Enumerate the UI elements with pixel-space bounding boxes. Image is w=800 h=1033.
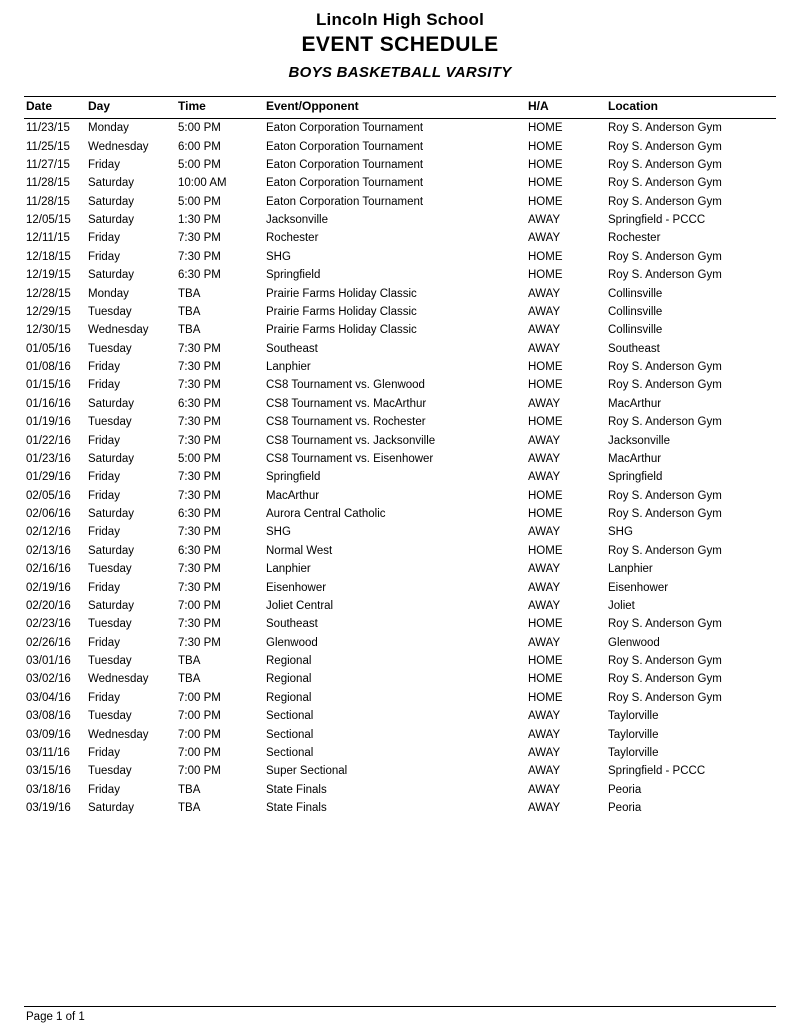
- cell-date: 01/05/16: [26, 342, 71, 355]
- cell-location: Lanphier: [608, 563, 653, 576]
- cell-day: Saturday: [88, 452, 135, 465]
- cell-time: 10:00 AM: [178, 177, 227, 190]
- cell-time: TBA: [178, 783, 201, 796]
- cell-location: Roy S. Anderson Gym: [608, 489, 722, 502]
- table-row: [24, 762, 776, 780]
- table-row: [24, 450, 776, 468]
- cell-time: 7:30 PM: [178, 379, 221, 392]
- table-row: [24, 542, 776, 560]
- cell-event: Prairie Farms Holiday Classic: [266, 324, 417, 337]
- cell-day: Friday: [88, 250, 120, 263]
- cell-day: Friday: [88, 232, 120, 245]
- cell-ha: AWAY: [528, 728, 561, 741]
- cell-time: 6:30 PM: [178, 269, 221, 282]
- cell-event: Lanphier: [266, 563, 311, 576]
- cell-location: Roy S. Anderson Gym: [608, 140, 722, 153]
- cell-location: Roy S. Anderson Gym: [608, 508, 722, 521]
- table-row: [24, 211, 776, 229]
- schedule-table-wrapper: [24, 96, 776, 817]
- cell-location: Roy S. Anderson Gym: [608, 195, 722, 208]
- table-row: [24, 652, 776, 670]
- cell-day: Wednesday: [88, 140, 149, 153]
- cell-location: Joliet: [608, 599, 635, 612]
- cell-day: Saturday: [88, 544, 135, 557]
- cell-ha: HOME: [528, 269, 563, 282]
- cell-event: Super Sectional: [266, 765, 348, 778]
- cell-ha: AWAY: [528, 563, 561, 576]
- cell-ha: HOME: [528, 379, 563, 392]
- cell-ha: HOME: [528, 158, 563, 171]
- cell-event: Sectional: [266, 710, 314, 723]
- cell-date: 12/18/15: [26, 250, 71, 263]
- cell-location: Springfield: [608, 471, 663, 484]
- table-row: [24, 781, 776, 799]
- cell-ha: AWAY: [528, 287, 561, 300]
- cell-location: Roy S. Anderson Gym: [608, 177, 722, 190]
- cell-event: Southeast: [266, 342, 318, 355]
- cell-event: State Finals: [266, 783, 327, 796]
- table-row: [24, 523, 776, 541]
- cell-time: 6:00 PM: [178, 140, 221, 153]
- cell-ha: AWAY: [528, 434, 561, 447]
- cell-day: Saturday: [88, 508, 135, 521]
- footer-divider: [24, 1006, 776, 1007]
- cell-day: Tuesday: [88, 618, 132, 631]
- table-row: [24, 799, 776, 817]
- cell-day: Friday: [88, 581, 120, 594]
- cell-ha: AWAY: [528, 765, 561, 778]
- cell-ha: HOME: [528, 544, 563, 557]
- cell-day: Tuesday: [88, 563, 132, 576]
- cell-date: 11/28/15: [26, 195, 70, 208]
- table-row: [24, 303, 776, 321]
- cell-day: Wednesday: [88, 728, 149, 741]
- table-row: [24, 358, 776, 376]
- cell-ha: HOME: [528, 416, 563, 429]
- cell-time: 7:30 PM: [178, 232, 221, 245]
- cell-event: Eaton Corporation Tournament: [266, 140, 424, 153]
- table-row: [24, 431, 776, 449]
- cell-time: 7:30 PM: [178, 416, 221, 429]
- cell-location: Roy S. Anderson Gym: [608, 544, 722, 557]
- table-body: [24, 119, 776, 818]
- cell-event: Springfield: [266, 269, 321, 282]
- cell-time: 7:30 PM: [178, 618, 221, 631]
- cell-event: CS8 Tournament vs. Glenwood: [266, 379, 425, 392]
- cell-date: 01/23/16: [26, 452, 71, 465]
- document-header: [24, 8, 776, 88]
- cell-location: MacArthur: [608, 452, 662, 465]
- cell-time: 6:30 PM: [178, 544, 221, 557]
- cell-location: Springfield - PCCC: [608, 765, 706, 778]
- cell-ha: AWAY: [528, 397, 561, 410]
- page-number-label: Page 1 of 1: [26, 1011, 85, 1023]
- cell-date: 02/19/16: [26, 581, 71, 594]
- cell-ha: HOME: [528, 508, 563, 521]
- cell-time: 5:00 PM: [178, 158, 221, 171]
- cell-date: 01/08/16: [26, 361, 71, 374]
- table-row: [24, 376, 776, 394]
- cell-date: 03/04/16: [26, 691, 71, 704]
- cell-date: 03/02/16: [26, 673, 71, 686]
- table-row: [24, 689, 776, 707]
- cell-ha: HOME: [528, 655, 563, 668]
- cell-ha: HOME: [528, 195, 563, 208]
- cell-date: 03/15/16: [26, 765, 71, 778]
- cell-day: Friday: [88, 783, 120, 796]
- cell-location: SHG: [608, 526, 633, 539]
- cell-event: SHG: [266, 526, 291, 539]
- cell-day: Monday: [88, 122, 129, 135]
- cell-date: 01/22/16: [26, 434, 71, 447]
- cell-date: 03/18/16: [26, 783, 71, 796]
- cell-day: Saturday: [88, 802, 135, 815]
- cell-date: 03/09/16: [26, 728, 71, 741]
- school-name: Lincoln High School: [315, 10, 485, 29]
- cell-ha: AWAY: [528, 710, 561, 723]
- cell-day: Saturday: [88, 397, 135, 410]
- cell-date: 03/08/16: [26, 710, 71, 723]
- cell-ha: HOME: [528, 122, 563, 135]
- cell-ha: HOME: [528, 177, 563, 190]
- table-row: [24, 615, 776, 633]
- cell-date: 01/15/16: [26, 379, 71, 392]
- cell-event: Jacksonville: [266, 214, 328, 227]
- cell-time: 7:30 PM: [178, 563, 221, 576]
- cell-time: 7:30 PM: [178, 361, 221, 374]
- column-header-time: Time: [178, 97, 266, 119]
- cell-event: Prairie Farms Holiday Classic: [266, 287, 417, 300]
- cell-day: Friday: [88, 489, 120, 502]
- table-row: [24, 156, 776, 174]
- cell-time: 5:00 PM: [178, 452, 221, 465]
- cell-ha: HOME: [528, 361, 563, 374]
- table-header: [24, 97, 776, 119]
- column-header-location: Location: [608, 97, 776, 119]
- cell-day: Tuesday: [88, 305, 132, 318]
- cell-day: Friday: [88, 434, 120, 447]
- cell-date: 11/27/15: [26, 158, 70, 171]
- cell-event: Springfield: [266, 471, 321, 484]
- cell-event: Regional: [266, 673, 312, 686]
- cell-time: TBA: [178, 305, 201, 318]
- cell-time: 1:30 PM: [178, 214, 221, 227]
- cell-time: 7:30 PM: [178, 636, 221, 649]
- cell-ha: AWAY: [528, 452, 561, 465]
- cell-time: TBA: [178, 324, 201, 337]
- cell-location: Roy S. Anderson Gym: [608, 673, 722, 686]
- table-row: [24, 578, 776, 596]
- table-row: [24, 248, 776, 266]
- cell-ha: AWAY: [528, 214, 561, 227]
- cell-location: Peoria: [608, 802, 642, 815]
- cell-location: Collinsville: [608, 305, 663, 318]
- cell-date: 01/29/16: [26, 471, 71, 484]
- cell-day: Friday: [88, 526, 120, 539]
- cell-date: 03/11/16: [26, 746, 70, 759]
- cell-day: Wednesday: [88, 673, 149, 686]
- cell-time: 7:30 PM: [178, 581, 221, 594]
- cell-date: 12/19/15: [26, 269, 71, 282]
- cell-date: 02/13/16: [26, 544, 71, 557]
- cell-event: Regional: [266, 691, 312, 704]
- cell-event: Eaton Corporation Tournament: [266, 177, 424, 190]
- table-row: [24, 137, 776, 155]
- cell-event: Rochester: [266, 232, 319, 245]
- cell-date: 02/23/16: [26, 618, 71, 631]
- cell-time: 5:00 PM: [178, 122, 221, 135]
- cell-ha: AWAY: [528, 746, 561, 759]
- schedule-table: [24, 96, 776, 817]
- table-row: [24, 725, 776, 743]
- cell-event: Southeast: [266, 618, 318, 631]
- cell-time: 7:00 PM: [178, 710, 221, 723]
- table-row: [24, 634, 776, 652]
- column-header-ha: H/A: [528, 97, 608, 119]
- cell-time: 7:00 PM: [178, 728, 221, 741]
- cell-date: 02/05/16: [26, 489, 71, 502]
- cell-event: CS8 Tournament vs. Jacksonville: [266, 434, 436, 447]
- cell-day: Saturday: [88, 599, 135, 612]
- cell-event: Lanphier: [266, 361, 311, 374]
- cell-date: 03/01/16: [26, 655, 71, 668]
- table-row: [24, 560, 776, 578]
- cell-date: 02/26/16: [26, 636, 71, 649]
- cell-time: 6:30 PM: [178, 508, 221, 521]
- cell-date: 11/28/15: [26, 177, 70, 190]
- cell-location: Roy S. Anderson Gym: [608, 122, 722, 135]
- cell-day: Saturday: [88, 177, 135, 190]
- cell-date: 12/11/15: [26, 232, 70, 245]
- cell-time: 7:00 PM: [178, 599, 221, 612]
- cell-ha: AWAY: [528, 526, 561, 539]
- table-row: [24, 413, 776, 431]
- cell-event: CS8 Tournament vs. Eisenhower: [266, 452, 434, 465]
- cell-ha: HOME: [528, 618, 563, 631]
- cell-day: Saturday: [88, 195, 135, 208]
- page-title: EVENT SCHEDULE: [301, 33, 499, 56]
- cell-event: Eaton Corporation Tournament: [266, 122, 424, 135]
- cell-day: Friday: [88, 636, 120, 649]
- table-row: [24, 229, 776, 247]
- cell-day: Friday: [88, 691, 120, 704]
- cell-date: 02/16/16: [26, 563, 71, 576]
- cell-date: 11/23/15: [26, 122, 70, 135]
- document-footer: [24, 1006, 776, 1023]
- table-header-row: [24, 97, 776, 119]
- cell-time: 7:30 PM: [178, 489, 221, 502]
- cell-time: 7:30 PM: [178, 342, 221, 355]
- table-row: [24, 174, 776, 192]
- cell-location: Collinsville: [608, 287, 663, 300]
- table-row: [24, 505, 776, 523]
- cell-day: Friday: [88, 379, 120, 392]
- cell-ha: HOME: [528, 489, 563, 502]
- cell-ha: AWAY: [528, 636, 561, 649]
- cell-event: Regional: [266, 655, 312, 668]
- cell-day: Friday: [88, 746, 120, 759]
- cell-event: Glenwood: [266, 636, 318, 649]
- cell-location: Roy S. Anderson Gym: [608, 618, 722, 631]
- table-row: [24, 321, 776, 339]
- table-row: [24, 597, 776, 615]
- table-row: [24, 119, 776, 138]
- cell-location: Collinsville: [608, 324, 663, 337]
- cell-event: State Finals: [266, 802, 327, 815]
- table-row: [24, 193, 776, 211]
- cell-day: Friday: [88, 361, 120, 374]
- cell-time: 7:00 PM: [178, 691, 221, 704]
- cell-ha: AWAY: [528, 581, 561, 594]
- cell-date: 12/29/15: [26, 305, 71, 318]
- cell-location: Roy S. Anderson Gym: [608, 269, 722, 282]
- cell-day: Monday: [88, 287, 129, 300]
- cell-location: Peoria: [608, 783, 642, 796]
- cell-time: 7:00 PM: [178, 765, 221, 778]
- cell-date: 12/28/15: [26, 287, 71, 300]
- cell-location: Taylorville: [608, 746, 659, 759]
- cell-location: Taylorville: [608, 710, 659, 723]
- cell-ha: AWAY: [528, 305, 561, 318]
- column-header-date: Date: [24, 97, 88, 119]
- cell-event: Prairie Farms Holiday Classic: [266, 305, 417, 318]
- cell-date: 12/30/15: [26, 324, 71, 337]
- cell-ha: AWAY: [528, 471, 561, 484]
- cell-ha: AWAY: [528, 232, 561, 245]
- cell-location: Roy S. Anderson Gym: [608, 655, 722, 668]
- cell-date: 03/19/16: [26, 802, 71, 815]
- cell-location: Taylorville: [608, 728, 659, 741]
- cell-event: Joliet Central: [266, 599, 334, 612]
- cell-day: Saturday: [88, 214, 135, 227]
- content-spacer: [24, 817, 776, 1033]
- cell-location: Roy S. Anderson Gym: [608, 379, 722, 392]
- cell-time: 5:00 PM: [178, 195, 221, 208]
- document-subtitle: BOYS BASKETBALL VARSITY: [288, 64, 512, 81]
- cell-date: 02/12/16: [26, 526, 71, 539]
- table-row: [24, 487, 776, 505]
- table-row: [24, 340, 776, 358]
- cell-event: SHG: [266, 250, 291, 263]
- cell-location: Glenwood: [608, 636, 660, 649]
- cell-location: Roy S. Anderson Gym: [608, 361, 722, 374]
- cell-location: MacArthur: [608, 397, 662, 410]
- cell-location: Roy S. Anderson Gym: [608, 158, 722, 171]
- cell-day: Saturday: [88, 269, 135, 282]
- cell-day: Tuesday: [88, 765, 132, 778]
- cell-time: TBA: [178, 655, 201, 668]
- cell-ha: AWAY: [528, 324, 561, 337]
- cell-ha: HOME: [528, 250, 563, 263]
- cell-location: Springfield - PCCC: [608, 214, 706, 227]
- cell-ha: HOME: [528, 140, 563, 153]
- table-row: [24, 395, 776, 413]
- cell-event: Normal West: [266, 544, 333, 557]
- cell-time: TBA: [178, 673, 201, 686]
- cell-event: Aurora Central Catholic: [266, 508, 386, 521]
- cell-day: Friday: [88, 158, 120, 171]
- cell-date: 12/05/15: [26, 214, 71, 227]
- table-row: [24, 707, 776, 725]
- cell-date: 02/20/16: [26, 599, 71, 612]
- cell-date: 01/19/16: [26, 416, 71, 429]
- cell-date: 01/16/16: [26, 397, 71, 410]
- cell-time: 7:30 PM: [178, 250, 221, 263]
- cell-event: Eaton Corporation Tournament: [266, 158, 424, 171]
- cell-ha: AWAY: [528, 802, 561, 815]
- table-row: [24, 266, 776, 284]
- cell-location: Jacksonville: [608, 434, 670, 447]
- cell-event: Sectional: [266, 746, 314, 759]
- cell-day: Tuesday: [88, 342, 132, 355]
- cell-day: Tuesday: [88, 655, 132, 668]
- table-row: [24, 284, 776, 302]
- cell-time: 6:30 PM: [178, 397, 221, 410]
- cell-event: Sectional: [266, 728, 314, 741]
- cell-location: Roy S. Anderson Gym: [608, 416, 722, 429]
- cell-event: CS8 Tournament vs. Rochester: [266, 416, 426, 429]
- cell-event: Eaton Corporation Tournament: [266, 195, 424, 208]
- cell-ha: AWAY: [528, 342, 561, 355]
- cell-date: 11/25/15: [26, 140, 70, 153]
- cell-location: Southeast: [608, 342, 660, 355]
- column-header-day: Day: [88, 97, 178, 119]
- cell-location: Eisenhower: [608, 581, 669, 594]
- cell-ha: AWAY: [528, 599, 561, 612]
- cell-event: CS8 Tournament vs. MacArthur: [266, 397, 427, 410]
- cell-time: 7:30 PM: [178, 526, 221, 539]
- cell-event: Eisenhower: [266, 581, 327, 594]
- cell-time: 7:30 PM: [178, 471, 221, 484]
- cell-ha: HOME: [528, 691, 563, 704]
- table-row: [24, 744, 776, 762]
- cell-time: TBA: [178, 287, 201, 300]
- cell-ha: HOME: [528, 673, 563, 686]
- cell-event: MacArthur: [266, 489, 320, 502]
- column-header-event: Event/Opponent: [266, 97, 528, 119]
- cell-location: Rochester: [608, 232, 661, 245]
- cell-time: TBA: [178, 802, 201, 815]
- cell-location: Roy S. Anderson Gym: [608, 691, 722, 704]
- cell-day: Wednesday: [88, 324, 149, 337]
- cell-day: Friday: [88, 471, 120, 484]
- table-row: [24, 670, 776, 688]
- cell-date: 02/06/16: [26, 508, 71, 521]
- cell-ha: AWAY: [528, 783, 561, 796]
- table-row: [24, 468, 776, 486]
- cell-day: Tuesday: [88, 710, 132, 723]
- cell-time: 7:00 PM: [178, 746, 221, 759]
- cell-location: Roy S. Anderson Gym: [608, 250, 722, 263]
- cell-day: Tuesday: [88, 416, 132, 429]
- cell-time: 7:30 PM: [178, 434, 221, 447]
